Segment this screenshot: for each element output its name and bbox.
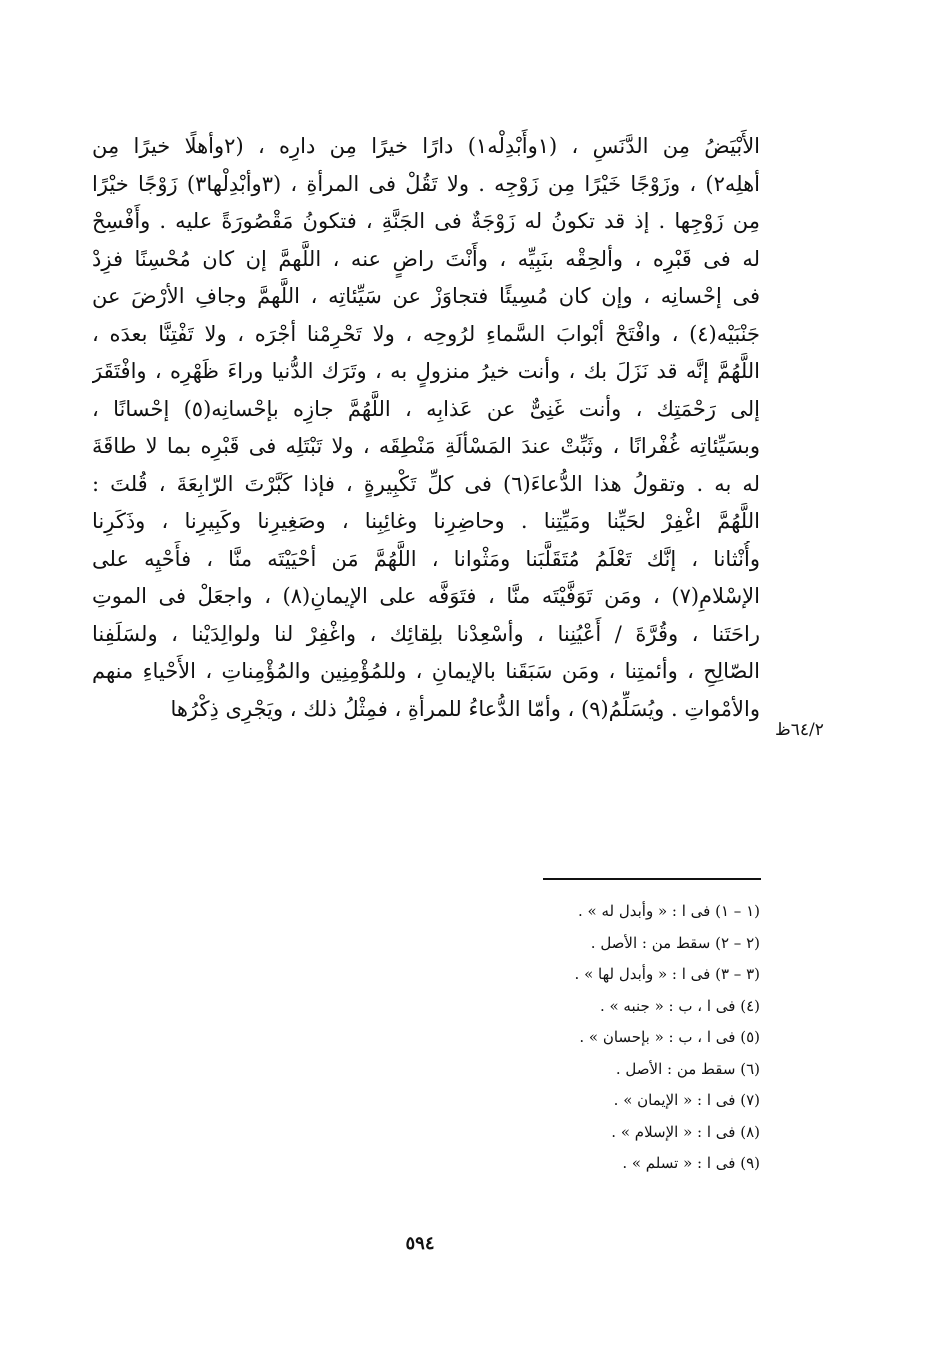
text-line: له فى قَبْرِه ، وألحِقْه بنَبِيِّه ، وأَنْتَ راضٍ عنه ، اللَّهمَّ إن كان مُحْسِنًا فزِدْ bbox=[92, 246, 760, 271]
footnote-item: (٥) فى ا ، ب : « بإحسان » . bbox=[579, 1028, 760, 1046]
text-line: اللَّهُمَّ إنَّه قد نَزَلَ بك ، وأنت خيرُ منزولٍ به ، وتَرَك الدُّنيا وراءَ ظَهْرِه ، وافْتَقَرَ bbox=[92, 359, 760, 383]
margin-folio-note: ٦٤/٢ظ bbox=[775, 720, 824, 740]
footnote-item: (١ – ١) فى ا : « وأبدل له » . bbox=[577, 902, 760, 920]
text-line: أهلِه٢) ، وزَوْجًا خَيْرًا مِن زَوْجِه . ولا تَقُلْ فى المرأةِ ، (٣وأبْدِلْها٣) زَوْجًا خيْرًا bbox=[92, 171, 760, 196]
page-number: ٥٩٤ bbox=[405, 1233, 435, 1254]
text-line: جَنْبَيْه(٤) ، وافْتَحْ أبْوابَ السَّماءِ لرُوحِه ، ولا تَحْرِمْنا أجْرَه ، ولا تَفْتِنَّا بعدَه ، bbox=[92, 321, 760, 346]
footnote-item: (٦) سقط من : الأصل . bbox=[615, 1059, 760, 1078]
text-line: راحَتَنا ، وقُرَّةَ / أَعْيُنِنا ، وأسْعِدْنا بلِقائِك ، واغْفِرْ لنا ولوالِدَيْنا ، ولسَلَفِنا bbox=[92, 621, 760, 646]
text-line: الصّالِحِ ، وأئمتِنا ، ومَن سَبَقَنا بالإيمانِ ، وللمُؤْمِنِين والمُؤْمِناتِ ، الأَحْياءِ منهم bbox=[92, 659, 760, 683]
footnote-item: (٧) فى ا : « الإيمان » . bbox=[613, 1091, 760, 1109]
text-line: وأُنْثانا ، إنَّك تَعْلَمُ مُتَقَلَّبَنا ومَثْوانا ، اللَّهُمَّ مَن أحْيَيْتَه منَّا ، فأَحْيِه على bbox=[92, 546, 760, 571]
footnote-item: (٨) فى ا : « الإسلام » . bbox=[611, 1122, 760, 1141]
footnote-divider bbox=[543, 878, 761, 880]
footnotes-list bbox=[380, 904, 760, 1188]
footnote-item: (٩) فى ا : « تسلم » . bbox=[622, 1154, 760, 1172]
text-line: فى إحْسانِه ، وإن كان مُسِيئًا فتجاوَزْ عن سَيِّئاتِه ، اللَّهمَّ وجافِ الأرْضَ عن bbox=[92, 284, 760, 308]
footnote-item: (٢ – ٢) سقط من : الأصل . bbox=[590, 933, 760, 952]
text-line: الأَبْيَضُ مِن الدَّنَسِ ، (١وأَبْدِلْه١) دارًا خيرًا مِن دارِه ، (٢وأهلًا خيرًا مِن bbox=[92, 134, 760, 158]
text-line: الإسْلامِ(٧) ، ومَن تَوَفَّيْتَه منَّا ، فتَوَفَّه على الإيمانِ(٨) ، واجعَلْ فى الموتِ bbox=[92, 584, 760, 608]
main-text-block bbox=[92, 128, 760, 728]
text-line: مِن زَوْجِها . إذ قد تكونُ له زَوْجَةٌ فى الجَنَّةِ ، فتكونُ مَقْصُورَةً عليه . وأَفْسِحْ bbox=[92, 209, 760, 233]
footnote-item: (٤) فى ا ، ب : « جنبه » . bbox=[599, 996, 760, 1015]
text-line: له به . وتقولُ هذا الدُّعاءَ(٦) فى كلِّ تَكْبِيرةٍ ، فإذا كَبَّرْتَ الرّابِعَةَ ، قُلتَ : bbox=[92, 471, 760, 496]
footnote-item: (٣ – ٣) فى ا : « وأبدل لها » . bbox=[574, 965, 760, 983]
text-line: إلى رَحْمَتِك ، وأنت غَنِىٌّ عن عَذابِه ، اللَّهُمَّ جازِه بإحْسانِه(٥) إحْسانًا ، bbox=[92, 396, 760, 421]
text-line: اللَّهُمَّ اغْفِرْ لحَيِّنا ومَيِّتِنا . وحاضِرِنا وغائِبِنا ، وصَغِيرِنا وكَبِيرِنا ، وذَكَرِنا bbox=[92, 509, 760, 533]
text-line: والأمْواتِ . ويُسَلِّمُ(٩) ، وأمّا الدُّعاءُ للمرأةِ ، فمِثْلُ ذلك ، ويَجْرِى ذِكْرُها bbox=[170, 696, 760, 721]
text-line: وبسَيِّئاتِه غُفْرانًا ، وثَبِّتْ عندَ المَسْألَةِ مَنْطِقَه ، ولا تَبْتَلِه فى قَبْرِه بما لا طاقَةَ bbox=[92, 434, 760, 458]
